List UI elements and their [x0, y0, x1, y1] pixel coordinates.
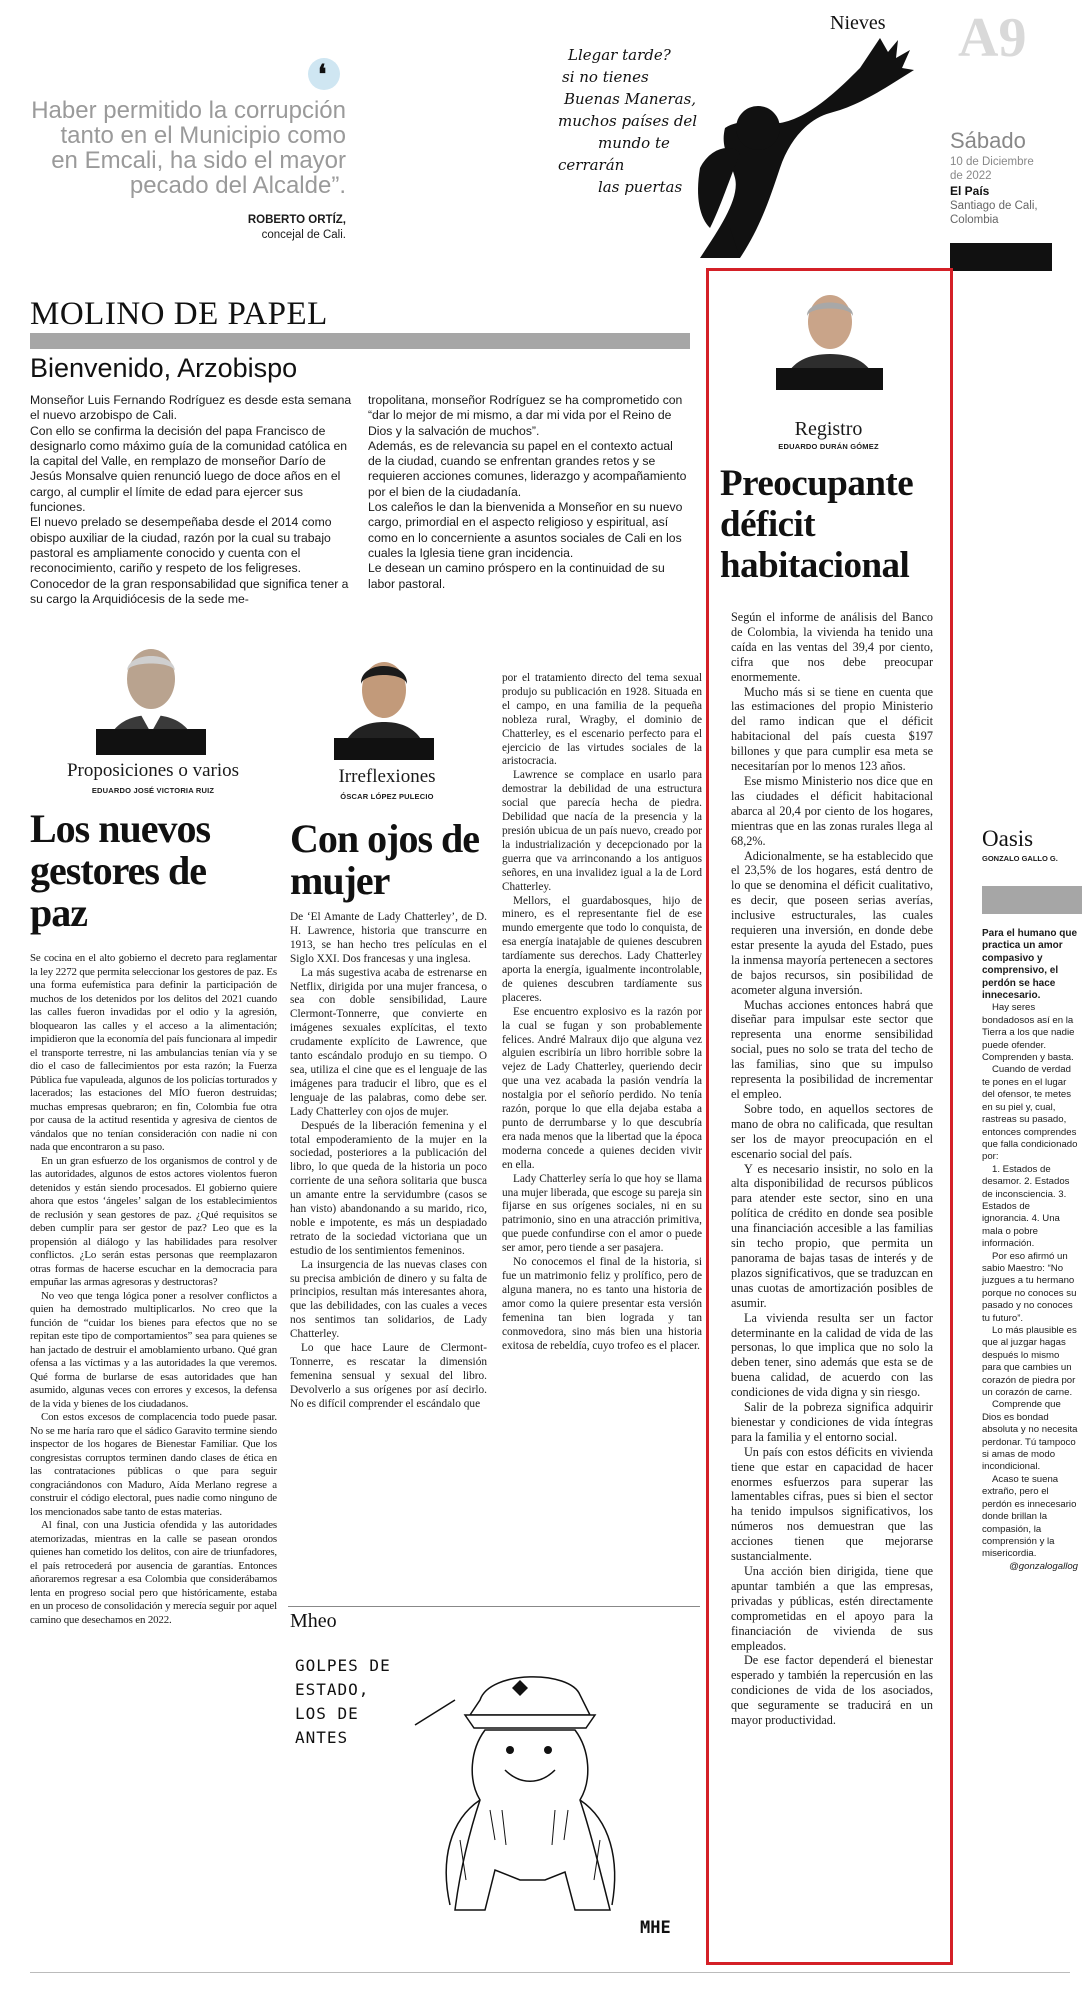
- column-paragraph: Se cocina en el alto gobierno el decreto para reglamentar la ley 2272 que permita seleccionar los gestores de paz. Es una forma eufemística para definir la participación de muchos de los detenidos por los delitos del 2021 cuando las calles fueron invadidas por el odio y la agresión, bloquearon las calles y el acceso a la alimentación; impidieron que la economía del país funcionara al impedir el transporte terrestre, ni las ambulancias tenían vía y se dio el caso de fallecimientos por esta razón; la Fuerza Pública fue vapuleada, algunos de los policías torturados y lacerados; las estaciones del MÍO fueron destruidas; muchas empresas quebraron; en fin, Colombia fue otra por causa de la actitud resentida y agresiva de cientos de vándalos que no tenían consideración con nadie ni con nada que encontraron a su paso.: [30, 952, 277, 1153]
- editorial-paragraph: El nuevo prelado se desempeñaba desde el 2014 como obispo auxiliar de la ciudad, razón por la cual su trabajo pastoral es ampliamente conocido y cuenta con el reconocimiento, cariño y respeto de los feligreses.: [30, 515, 332, 576]
- oasis-intro: Para el humano que practica un amor compasivo y comprensivo, el perdón se hace innecesario.: [982, 928, 1078, 1002]
- column-paragraph: Un país con estos déficits en vivienda tiene que estar en capacidad de hacer enormes esfuerzos para superar las lamentables cifras, pues si bien el sector ha tenido impulsos significativos, los números nos demuestran que las acciones tienen que mejorarse sustancialmente.: [731, 1444, 933, 1564]
- column-paragraph: por el tratamiento directo del tema sexual produjo su publicación en 1928. Situada en el campo, en una familia de la pequeña nobleza rural, Wragby, el dominio de Chatterley, es el escenario perfecto para el ejercicio de las virtudes sociales de la aristocracia.: [502, 672, 702, 768]
- column-paragraph: Mucho más si se tiene en cuenta que las estimaciones del propio Ministerio del ramo indican que el déficit habitacional del país cuesta $197 billones y que para cumplir esa meta se necesitarían por lo menos 123 años.: [731, 684, 933, 774]
- oasis-paragraph: 1. Estados de desamor. 2. Estados de inconsciencia. 3. Estados de ignorancia. 4. Una mala o pobre información.: [982, 1163, 1070, 1250]
- column-paragraph: Adicionalmente, se ha establecido que el 23,5% de los hogares, está dentro de lo que se denomina el déficit cualitativo, es decir, que poseen serias averías, inclusive estructurales, las cuales requieren una inversión, en donde debe estar presente la ayuda del Estado, pues la inmensa mayoría pertenecen a sectores de bajos recursos, sin posibilidad de acometer alguna inversión.: [731, 848, 934, 997]
- section-title: MOLINO DE PAPEL: [30, 296, 328, 332]
- column-paragraph: De ese factor dependerá el bienestar esperado y también la repercusión en las condiciones de vida de los asociados, que seguramente se traducirá en un mayor productividad.: [731, 1653, 933, 1728]
- oasis-paragraph: Hay seres bondadosos así en la Tierra a los que nadie puede ofender. Comprenden y basta.: [982, 1002, 1075, 1064]
- cartoon-line: Llegar tarde?: [568, 46, 671, 64]
- bottom-rule: [30, 1972, 1070, 1973]
- column-paragraph: Y es necesario insistir, no solo en la alta disponibilidad de recursos públicos para atender este sector, sino en una política de crédito en donde sea posible una financiación accesible a las familias sin techo propio, que permita un panorama de bajas tasas de interés y de plazos significativos, que se traduzcan en unas cuotas de amortización posibles de asumir.: [731, 1161, 933, 1310]
- cartoon-signature: MHE: [640, 1918, 671, 1938]
- oasis-paragraph: Lo más plausible es que al juzgar hagas después lo mismo para que cambies un corazón de piedra por un corazón de carne.: [982, 1325, 1077, 1399]
- column-paragraph: Lo que hace Laure de Clermont-Tonnerre, es rescatar la dimensión femenina sensual y sexual del libro. Devolverlo a sus orígenes por así decirlo. No es difícil comprender el escándalo que: [290, 1342, 487, 1410]
- column-paragraph: Ese encuentro explosivo es la razón por la cual se fugan y son probablemente felices. André Malraux dijo que alguna vez alguien escribiría un libro horrible sobre la vejez de Lady Chatterley, queriendo decir que una vez acabada la pasión vendría la nostalgia por el señorío perdido. No tenía razón, porque lo que ella dejaba estaba a punto de derrumbarse y lo que descubría era nada menos que la libertad que la época moderna concede a quienes deciden vivir en ella.: [502, 1005, 702, 1171]
- column-headline: Con ojos de mujer: [290, 816, 480, 903]
- column-paragraph: Lady Chatterley sería lo que hoy se llama una mujer liberada, que escoge su pareja sin fijarse en sus orígenes sociales, ni en su patrimonio, sino en una atracción primitiva, que puede confundirse con el amor o puede ser amor, pero tiende a ser pasajera.: [502, 1172, 702, 1255]
- editorial-col1: [30, 393, 356, 607]
- city: Santiago de Cali,: [950, 200, 1038, 212]
- column-paragraph: Salir de la pobreza significa adquirir bienestar y condiciones de vida íntegras para la familia y el entorno social.: [731, 1400, 933, 1444]
- oasis-body: [982, 928, 1078, 1573]
- editorial-paragraph: Conocedor de la gran responsabilidad que significa tener a su cargo la Arquidiócesis de la sede me-: [30, 576, 349, 606]
- speech-line: ESTADO,: [295, 1680, 370, 1699]
- cartoon-line: si no tienes: [562, 68, 649, 86]
- cartoon-line: las puertas: [598, 178, 683, 196]
- editorial-title: Bienvenido, Arzobispo: [30, 353, 298, 383]
- author-photo-lopez: [334, 644, 434, 760]
- editorial-paragraph: Los caleños le dan la bienvenida a Monseñor en su nuevo cargo, primordial en el aspecto religioso y espiritual, así como en lo concerniente a asuntos sociales de Cali en los cuales la Iglesia tiene gran incidencia.: [368, 500, 683, 560]
- column-paragraph: No veo que tenga lógica poner a resolver conflictos a quien ha demostrado multiplicarlos. No creo que la función de “cuidar los bienes para efectos que no se repitan este tipo de comportamientos” sea para quienes se han jactado de destruir el amoblamiento urbano. Qué gran ofensa a las víctimas y a las autoridades la que veremos. Qué forma de burlarse de esas autoridades que han asumido, algunas veces con errores y excesos, la defensa de la vida y bienes de los ciudadanos.: [30, 1289, 277, 1410]
- quote-role: concejal de Cali.: [261, 229, 346, 241]
- column-paragraph: La vivienda resulta ser un factor determinante en la calidad de vida de las personas, lo que implica que no solo la deben tener, sino además que esta se de buena calidad, de acuerdo con las condiciones de vida digna y sin riesgo.: [731, 1310, 933, 1400]
- column-headline: Preocupante déficit habitacional: [720, 463, 914, 586]
- cartoon-line: cerrarán: [558, 156, 625, 174]
- mheo-cartoon: [290, 1640, 700, 1950]
- cartoon-line: Buenas Maneras,: [564, 90, 697, 108]
- column-name: Irreflexiones: [338, 766, 436, 787]
- cartoon-label: Mheo: [290, 1610, 337, 1632]
- section-gray-bar: [30, 333, 690, 349]
- oasis-column: [982, 826, 1080, 1926]
- column-paragraph: Sobre todo, en aquellos sectores de mano de obra no calificada, que resultan ser los de mayor preocupación en el escenario social del país.: [731, 1101, 933, 1161]
- speech-line: GOLPES DE: [295, 1656, 391, 1675]
- cartoon-line: muchos países del: [558, 112, 698, 130]
- speech-line: LOS DE: [295, 1704, 359, 1723]
- editorial-paragraph: Con ello se confirma la decisión del papa Francisco de designarlo como máximo guía de la comunidad católica en la capital del Valle, en remplazo de monseñor Darío de Jesús Monsalve quien renunció luego de doce años en el cargo, al cumplir el límite de edad para ejercer sus funciones.: [30, 423, 348, 515]
- column-paragraph: Una acción bien dirigida, tiene que apuntar también a que las empresas, privadas y públicas, estén directamente comprometidas en el apoyo para la financiación de vivienda de sus empleados.: [731, 1564, 933, 1653]
- oasis-paragraph: Comprende que Dios es bondad absoluta y no necesita perdonar. Tú tampoco si amas de modo incondicional.: [982, 1399, 1078, 1473]
- cartoon-title: Nieves: [830, 12, 886, 34]
- nieves-cartoon: [530, 8, 930, 258]
- column-paragraph: La insurgencia de las nuevas clases con su precisa ambición de dinero y su falta de principios, resultan más interesantes ahora, que las debilidades, con las cuales a veces nos sentimos tan solidarios, de Lady Chatterley.: [290, 1258, 487, 1341]
- column-paragraph: Mellors, el guardabosques, hijo de minero, es el representante fiel de ese mundo emergente que todo lo conquista, de esa energía inatajable de quienes descubren tardíamente sus derechos. Lady Chatterley aporta la energía, igualmente incontrolable, de quienes descubren tardíamente sus placeres.: [502, 894, 702, 1004]
- column-body-a: [290, 911, 487, 1412]
- column-paragraph: No conocemos el final de la historia, si fue un matrimonio feliz y prolífico, pero de alguna manera, no es tanto una historia de amor como la quiere presentar esta versión femenina tan bien lograda y tan conmovedora, sino más bien una historia exitosa de rebeldía, cuyo trofeo es el placer.: [502, 1256, 702, 1352]
- country: Colombia: [950, 214, 999, 226]
- column-headline: Los nuevos gestores de paz: [30, 806, 211, 935]
- oasis-handle: @gonzalogallog: [1009, 1560, 1078, 1572]
- column-paragraph: La más sugestiva acaba de estrenarse en Netflix, dirigida por una mujer francesa, o sea con doble sensibilidad, Laure Clermont-Tonnerre, que convierte en imágenes sexuales explícitas, el texto crudamente explícito de Lawrence, que tanto escándalo produjo en su tiempo. O sea, utiliza el cine que es el lenguaje de las imágenes para traducir el libro, que es el lenguaje de las palabras, como debe ser. Lady Chatterley con ojos de mujer.: [290, 966, 487, 1118]
- editorial-paragraph: Monseñor Luis Fernando Rodríguez es desde esta semana el nuevo arzobispo de Cali.: [30, 393, 352, 423]
- author-photo-victoria: [96, 633, 206, 755]
- editorial-paragraph: Además, es de relevancia su papel en el contexto actual de la ciudad, cuando se enfrentan grandes retos y se requieren acciones comunes, liderazgo y acompañamiento por el bien de la ciudadanía.: [368, 438, 687, 499]
- quote-author: ROBERTO ORTÍZ,: [247, 214, 346, 226]
- date-day: Sábado: [950, 128, 1026, 153]
- column-paragraph: Muchas acciones entonces habrá que diseñar para impulsar este sector que representa una enorme sensibilidad social, pues no solo se trata del techo de las familias, sino que su impulso representa la posibilidad de incrementar el empleo.: [731, 997, 933, 1101]
- oasis-paragraph: Por eso afirmó un sabio Maestro: “No juzgues a tu hermano porque no conoces su pasado y no conoces tu futuro”.: [982, 1250, 1077, 1324]
- column-paragraph: Según el informe de análisis del Banco de Colombia, la vivienda ha tenido una caída en las ventas del 39,4 por ciento, cifra que nos debe preocupar enormemente.: [731, 610, 933, 684]
- column-name: Proposiciones o varios: [66, 760, 240, 781]
- column-paragraph: Ese mismo Ministerio nos dice que en las ciudades el déficit habitacional abarca al 20,4 por ciento de los hogares, mientras que en las zonas rurales llega al 68,2%.: [731, 773, 933, 848]
- oasis-paragraph: Cuando de verdad te pones en el lugar del ofensor, te metes en su piel y, cual, rastreas su pasado, entonces comprendes que falla condicionado por:: [982, 1064, 1078, 1163]
- editorial-paragraph: tropolitana, monseñor Rodríguez se ha comprometido con “dar lo mejor de mi mismo, a dar mi vida por el Reino de Dios y la salvación de muchos”.: [368, 393, 683, 438]
- editorial-col2: [368, 393, 688, 592]
- column-paragraph: Lawrence se complace en usarlo para demostrar la debilidad de una estructura social que parecía hecha de piedra. Debilidad que nacía de la presencia y la presión ubicua de un país nuevo, creado por la industrialización y decepcionado por la guerra que va arrinconando a los antiguos señores, en una invalidez igual a la de Lord Chatterley.: [502, 769, 702, 893]
- header-black-bar: [950, 243, 1052, 271]
- column-body-b: [502, 672, 702, 1353]
- column-name: Oasis: [982, 826, 1034, 851]
- speech-line: ANTES: [295, 1728, 349, 1747]
- cartoon-text: [558, 44, 778, 198]
- author-photo-duran: [776, 278, 883, 390]
- column-body: [731, 610, 933, 1728]
- oasis-paragraph: Acaso te suena extraño, pero el perdón es innecesario donde brillan la compasión, la comprensión y la misericordia.: [982, 1473, 1077, 1560]
- date-date: 10 de Diciembre: [950, 156, 1034, 168]
- column-paragraph: De ‘El Amante de Lady Chatterley’, de D. H. Lawrence, historia que transcurre en 1913, se han hecho tres películas en el Siglo XXI. Dos francesas y una inglesa.: [290, 911, 487, 965]
- column-author: EDUARDO DURÁN GÓMEZ: [778, 442, 879, 451]
- newspaper-name: El País: [950, 184, 990, 198]
- column-author: GONZALO GALLO G.: [982, 854, 1058, 863]
- gorilla-general-icon: [290, 1640, 700, 1950]
- column-paragraph: Con estos excesos de complacencia todo puede pasar. No se me haría raro que el sádico Garavito termine siendo inspector de los hogares de Bienestar Familiar. Que los congresistas corruptos terminen dando clases de ética en las contrataciones públicas o que para seguir congraciándonos con Maduro, Aída Merlano regrese a construir el código electoral, pues nadie como ninguno de los mencionados sabe tanto de estas materias.: [30, 1411, 277, 1518]
- mheo-divider: [288, 1606, 700, 1607]
- column-name: Registro: [794, 418, 863, 440]
- column-author: ÓSCAR LÓPEZ PULECIO: [340, 792, 434, 801]
- column-paragraph: En un gran esfuerzo de los organismos de control y de las autoridades, algunos de estos actores violentos fueron detenidos y están siendo procesados. El gobierno quiere ahora que estos ‘ángeles’ salgan de los establecimientos de reclusión y sean gestores de paz. ¿Qué requisitos se deben cumplir para ser gestor de paz? Leo que es la propensión al diálogo y las habilidades para resolver conflictos. ¿Lo serán estas personas que reemplazaron otras formas de hacerse escuchar en la democracia para empuñar las armas agresoras y destructoras?: [30, 1154, 277, 1288]
- column-paragraph: Al final, con una Justicia ofendida y las autoridades atemorizadas, mientras en la calle se pasean orondos quienes han cometido los delitos, con aire de triunfadores, el país retrocederá por ausencia de garantías. Entonces añoraremos regresar a esa Colombia que considerábamos lenta en progreso social pero que históricamente, estaba en un proceso de consolidación y merecía seguir por aquel camino que desechamos en 2022.: [30, 1519, 277, 1626]
- column-body: [30, 952, 277, 1627]
- column-paragraph: Después de la liberación femenina y el total empoderamiento de la mujer en la sociedad, posteriores a la publicación del libro, lo que queda de la historia un poco corriente de una señora solitaria que busca un amante entre la servidumbre (casos se han visto) abandonando a su marido, rico, noble e impotente, es más un despiadado retrato de la sociedad victoriana que un estudio de los sentimientos femeninos.: [290, 1119, 487, 1257]
- cartoon-line: mundo te: [598, 134, 670, 152]
- column-author: EDUARDO JOSÉ VICTORIA RUIZ: [91, 786, 215, 795]
- editorial-paragraph: Le desean un camino próspero en la continuidad de su labor pastoral.: [368, 561, 665, 591]
- quote-icon: ❛: [308, 58, 340, 90]
- page-number: A9: [958, 7, 1027, 69]
- oasis-gray-bar: [982, 886, 1082, 914]
- date-year: de 2022: [950, 170, 992, 182]
- pull-quote: Haber permitido la corrupción tanto en el Municipio como en Emcali, ha sido el mayor pecado del Alcalde”.: [31, 97, 346, 199]
